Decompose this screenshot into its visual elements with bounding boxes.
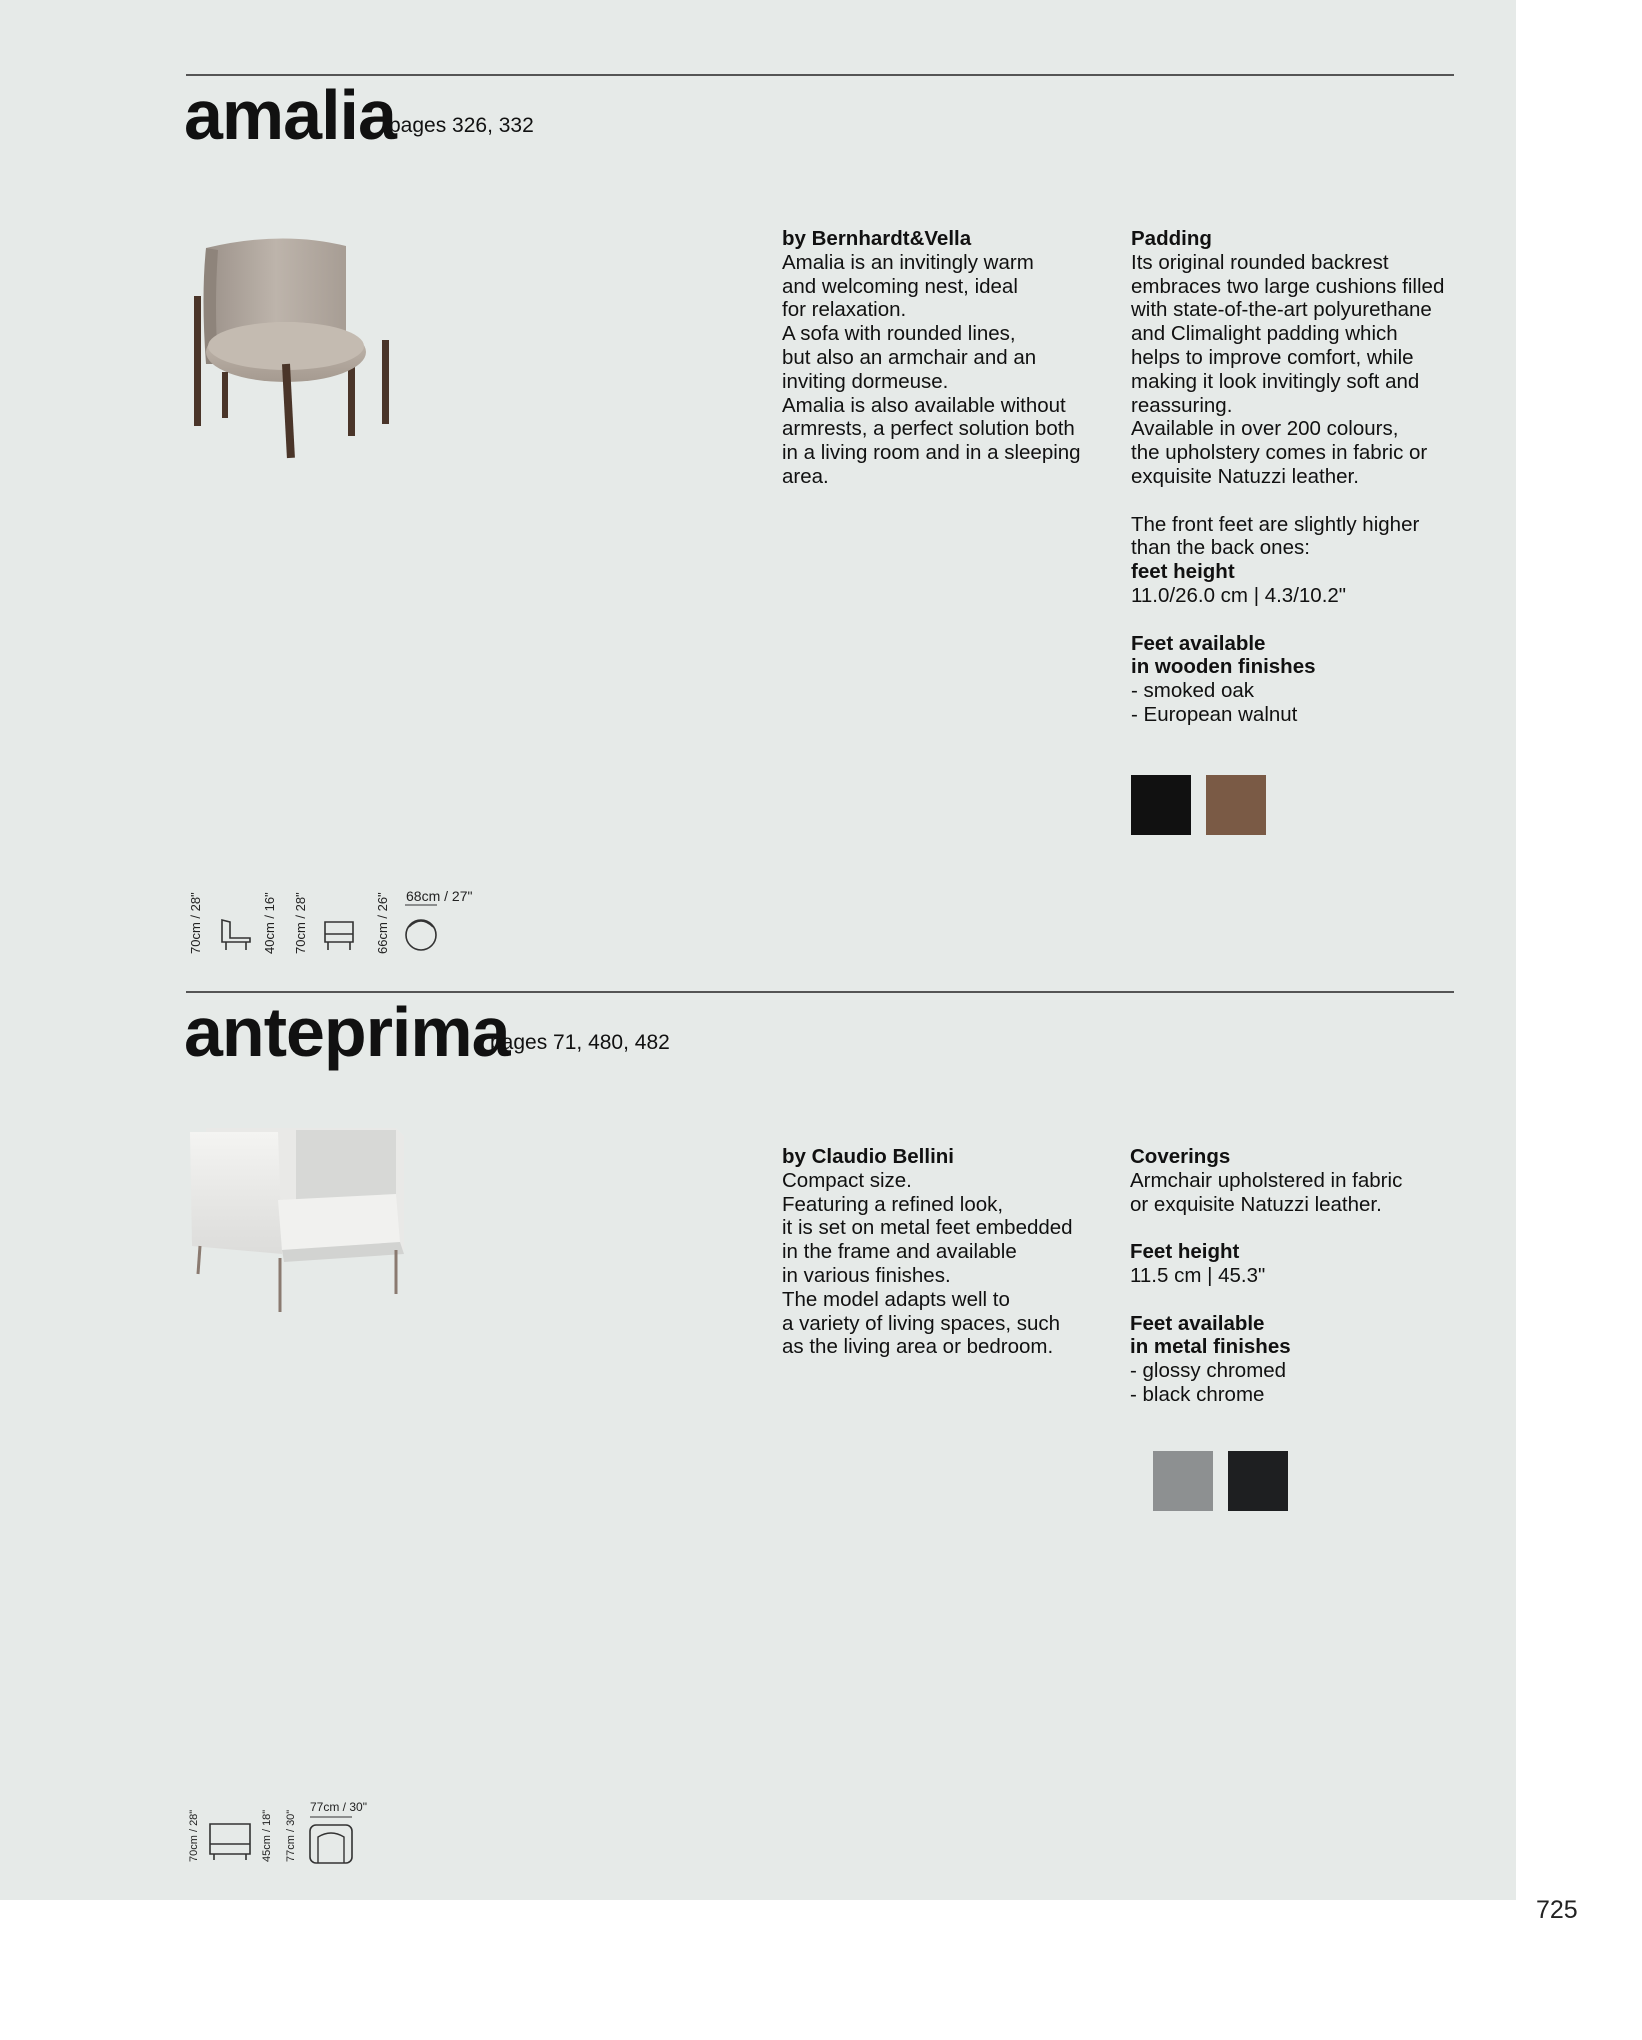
description-line: armrests, a perfect solution both xyxy=(782,417,1075,441)
designer-credit: by Claudio Bellini xyxy=(782,1145,954,1168)
product-title-amalia: amalia xyxy=(184,76,396,154)
front-view-icon xyxy=(206,1820,254,1862)
dimension-label: 40cm / 16" xyxy=(262,892,277,954)
product-title-anteprima: anteprima xyxy=(184,993,510,1071)
finish-swatch-black-chrome xyxy=(1228,1451,1288,1511)
description-line: but also an armchair and an xyxy=(782,345,1037,369)
feet-height-label: Feet height xyxy=(1130,1240,1240,1264)
feet-available-heading: Feet available xyxy=(1131,631,1266,655)
amalia-chair-image xyxy=(186,236,406,462)
padding-line: embraces two large cushions filled xyxy=(1131,274,1445,298)
description-line: in a living room and in a sleeping xyxy=(782,441,1081,465)
page-references: pages 71, 480, 482 xyxy=(490,1031,670,1054)
feet-height-label: feet height xyxy=(1131,560,1235,584)
padding-line: the upholstery comes in fabric or xyxy=(1131,441,1428,465)
top-view-icon xyxy=(403,903,439,953)
finish-item: - smoked oak xyxy=(1131,679,1255,703)
description-line: it is set on metal feet embedded xyxy=(782,1216,1073,1240)
finish-item: - European walnut xyxy=(1131,702,1298,726)
dimension-label: 45cm / 18" xyxy=(261,1809,273,1862)
description-line: Compact size. xyxy=(782,1168,912,1192)
finish-swatch-european-walnut xyxy=(1206,775,1266,835)
feet-note-line: The front feet are slightly higher xyxy=(1131,512,1420,536)
designer-credit: by Bernhardt&Vella xyxy=(782,227,972,250)
feet-available-heading: Feet available xyxy=(1130,1311,1265,1335)
description-line: Amalia is also available without xyxy=(782,393,1066,417)
description-line: inviting dormeuse. xyxy=(782,369,949,393)
feet-note-line: than the back ones: xyxy=(1131,536,1310,560)
description-line: area. xyxy=(782,464,829,488)
padding-line: with state-of-the-art polyurethane xyxy=(1131,298,1432,322)
description-line: in various finishes. xyxy=(782,1263,951,1287)
padding-line: and Climalight padding which xyxy=(1131,322,1398,346)
dimension-label: 77cm / 30" xyxy=(310,1800,367,1814)
padding-line: making it look invitingly soft and xyxy=(1131,369,1420,393)
finish-item: - black chrome xyxy=(1130,1382,1265,1406)
dimension-label: 70cm / 28" xyxy=(188,1809,200,1862)
coverings-line: Armchair upholstered in fabric xyxy=(1130,1168,1403,1192)
dimension-label: 70cm / 28" xyxy=(293,892,308,954)
description-line: Amalia is an invitingly warm xyxy=(782,250,1034,274)
padding-line: exquisite Natuzzi leather. xyxy=(1131,464,1359,488)
page-number: 725 xyxy=(1536,1896,1578,1924)
dimension-label: 70cm / 28" xyxy=(188,892,203,954)
description-line: The model adapts well to xyxy=(782,1287,1010,1311)
anteprima-description-column xyxy=(782,1145,1122,1359)
dimension-label: 68cm / 27" xyxy=(406,888,473,904)
description-line: in the frame and available xyxy=(782,1240,1017,1264)
padding-heading: Padding xyxy=(1131,227,1212,250)
description-line: as the living area or bedroom. xyxy=(782,1335,1054,1359)
finish-swatch-glossy-chromed xyxy=(1153,1451,1213,1511)
amalia-description-column xyxy=(782,227,1122,489)
finish-item: - glossy chromed xyxy=(1130,1359,1287,1383)
padding-line: Available in over 200 colours, xyxy=(1131,417,1399,441)
padding-line: helps to improve comfort, while xyxy=(1131,345,1414,369)
feet-available-heading: in wooden finishes xyxy=(1131,655,1316,679)
dimension-label: 66cm / 26" xyxy=(375,892,390,954)
anteprima-chair-image xyxy=(186,1124,408,1314)
feet-height-value: 11.5 cm | 45.3" xyxy=(1130,1263,1266,1287)
feet-available-heading: in metal finishes xyxy=(1130,1335,1291,1359)
amalia-details-column xyxy=(1131,227,1461,727)
description-line: for relaxation. xyxy=(782,298,907,322)
description-line: a variety of living spaces, such xyxy=(782,1311,1061,1335)
description-line: A sofa with rounded lines, xyxy=(782,322,1016,346)
top-view-icon xyxy=(306,1815,356,1867)
anteprima-details-column xyxy=(1130,1145,1460,1407)
padding-line: Its original rounded backrest xyxy=(1131,250,1389,274)
dimension-label: 77cm / 30" xyxy=(285,1809,297,1862)
finish-swatch-smoked-oak xyxy=(1131,775,1191,835)
front-view-icon xyxy=(322,918,356,952)
description-line: Featuring a refined look, xyxy=(782,1192,1004,1216)
page-references: pages 326, 332 xyxy=(389,114,534,137)
feet-height-value: 11.0/26.0 cm | 4.3/10.2" xyxy=(1131,583,1347,607)
padding-line: reassuring. xyxy=(1131,393,1233,417)
side-view-icon xyxy=(218,918,254,952)
coverings-heading: Coverings xyxy=(1130,1145,1231,1168)
coverings-line: or exquisite Natuzzi leather. xyxy=(1130,1192,1382,1216)
description-line: and welcoming nest, ideal xyxy=(782,274,1018,298)
